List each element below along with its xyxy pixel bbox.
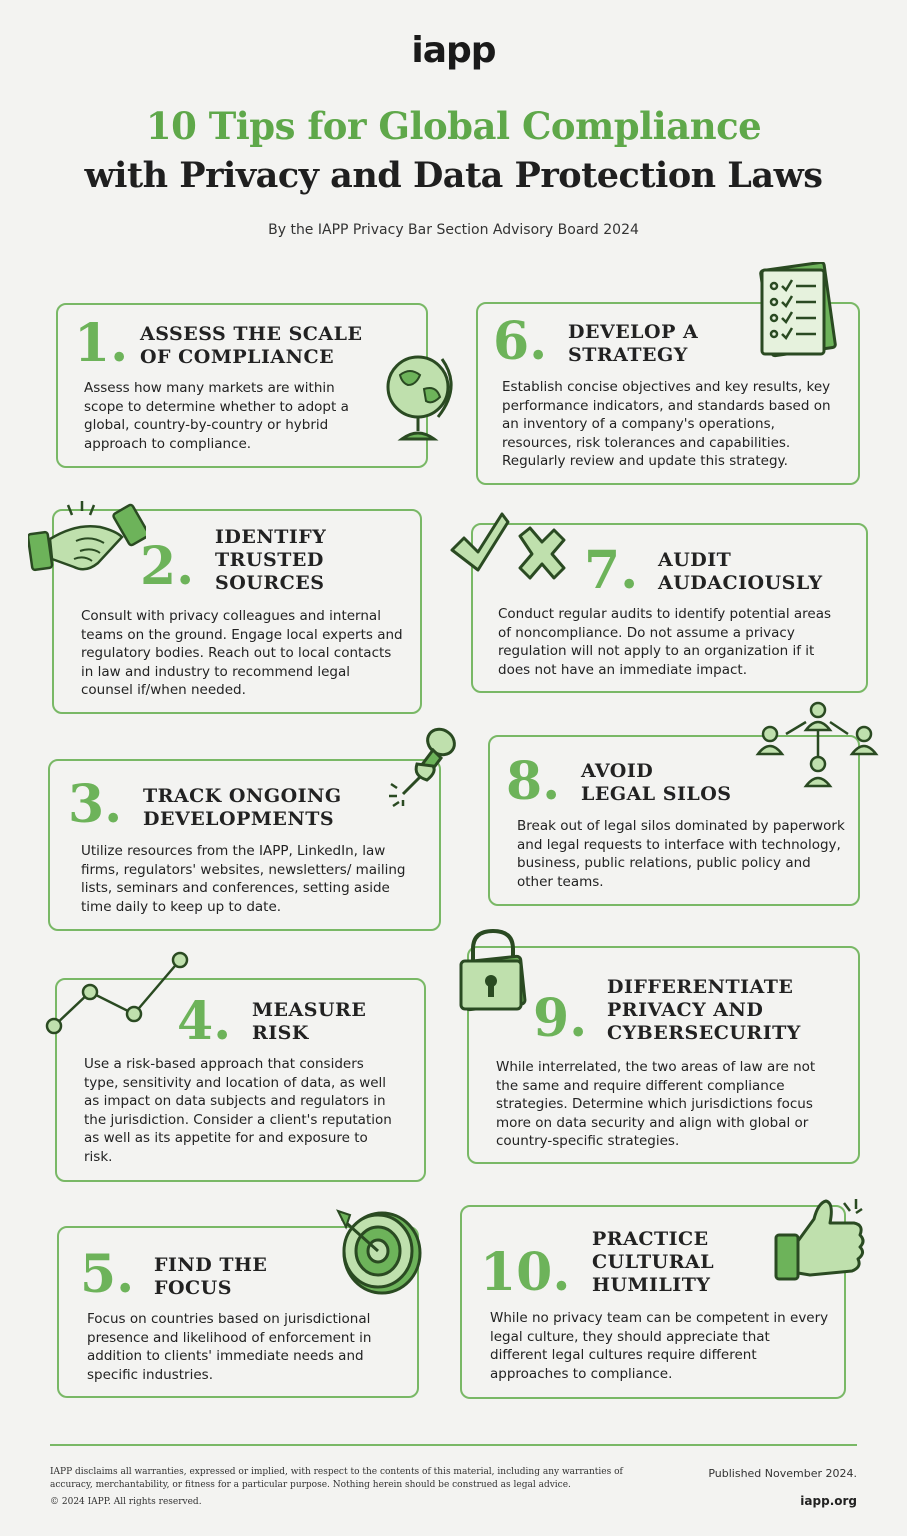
tip-body: Conduct regular audits to identify potential areas of noncompliance. Do not assume a privacy regulation will not apply to an organization if it does not have an immediate impact. xyxy=(498,606,832,678)
page-title: 10 Tips for Global Compliance xyxy=(145,104,762,148)
network-icon xyxy=(752,700,880,792)
tip-number: 10. xyxy=(480,1242,571,1303)
tip-number: 1. xyxy=(74,313,129,374)
copyright-text: © 2024 IAPP. All rights reserved. xyxy=(50,1497,202,1507)
tip-heading: IDENTIFY TRUSTED SOURCES xyxy=(215,526,327,594)
tip-body: Assess how many markets are within scope to determine whether to adopt a global, country-by-country or hybrid approach to compliance. xyxy=(84,380,349,452)
tip-body: Consult with privacy colleagues and internal teams on the ground. Engage local experts and regulatory bodies. Reach out to local contacts in law and industry to recommend legal counsel if/when needed. xyxy=(81,608,403,698)
tip-heading: DIFFERENTIATE PRIVACY AND CYBERSECURITY xyxy=(607,976,801,1044)
tip-heading: MEASURE RISK xyxy=(252,999,367,1044)
tip-number: 9. xyxy=(533,988,588,1049)
tip-number: 4. xyxy=(177,991,232,1052)
site-link[interactable]: iapp.org xyxy=(800,1494,857,1508)
disclaimer-text: IAPP disclaims all warranties, expressed or implied, with respect to the contents of this material, including any warranties of accuracy, merchantability, or fitness for a particular purpose. Nothing herein should be construed as legal advice. xyxy=(50,1467,623,1490)
pushpin-icon xyxy=(383,722,463,812)
published-date: Published November 2024. xyxy=(708,1467,857,1480)
tip-number: 7. xyxy=(584,540,639,601)
padlock-icon xyxy=(455,925,531,1013)
tip-number: 3. xyxy=(68,774,123,835)
tip-heading: AUDIT AUDACIOUSLY xyxy=(658,549,823,594)
line-graph-icon xyxy=(40,948,192,1036)
tip-body: While interrelated, the two areas of law are not the same and require different compliance strategies. Determine which jurisdictions focus more on data security and align with global or country-specific strategies. xyxy=(496,1059,816,1149)
tip-heading: PRACTICE CULTURAL HUMILITY xyxy=(592,1228,715,1296)
page-subtitle: with Privacy and Data Protection Laws xyxy=(84,155,823,196)
checklist-icon xyxy=(752,262,842,360)
check-cross-icon xyxy=(446,510,570,592)
footer-divider xyxy=(50,1444,857,1446)
tip-number: 6. xyxy=(493,311,548,372)
target-icon xyxy=(332,1205,430,1297)
handshake-icon xyxy=(28,497,146,579)
tip-body: Use a risk-based approach that considers type, sensitivity and location of data, as well as impact on data subjects and regulators in the jurisdiction. Consider a client's reputation as well as its appetite for and exposure to risk. xyxy=(84,1056,392,1165)
tip-number: 8. xyxy=(506,751,561,812)
tip-body: Focus on countries based on jurisdictional presence and likelihood of enforcement in addition to clients' immediate needs and specific industries. xyxy=(87,1311,372,1383)
tip-body: Utilize resources from the IAPP, LinkedIn, law firms, regulators' websites, newsletters/ mailing lists, seminars and conferences, setting aside time daily to keep up to date. xyxy=(81,843,406,915)
tip-heading: FIND THE FOCUS xyxy=(154,1254,268,1299)
tip-heading: ASSESS THE SCALE OF COMPLIANCE xyxy=(140,323,363,368)
thumbs-up-icon xyxy=(770,1195,870,1287)
byline: By the IAPP Privacy Bar Section Advisory Board 2024 xyxy=(268,222,639,238)
tip-heading: AVOID LEGAL SILOS xyxy=(581,760,732,805)
tip-number: 5. xyxy=(80,1244,135,1305)
globe-icon xyxy=(380,345,464,445)
tip-number: 2. xyxy=(140,536,195,597)
tip-body: Break out of legal silos dominated by paperwork and legal requests to interface with technology, business, public relations, public policy and other teams. xyxy=(517,818,845,890)
tip-heading: DEVELOP A STRATEGY xyxy=(568,321,699,366)
tip-body: Establish concise objectives and key results, key performance indicators, and standards based on an inventory of a company's operations, resources, risk tolerances and capabilities. Regularly review and update this strategy. xyxy=(502,379,831,469)
tip-heading: TRACK ONGOING DEVELOPMENTS xyxy=(143,785,342,830)
iapp-logo: iapp xyxy=(411,30,496,71)
tip-body: While no privacy team can be competent in every legal culture, they should appreciate that different legal cultures require different approaches to compliance. xyxy=(490,1310,829,1382)
